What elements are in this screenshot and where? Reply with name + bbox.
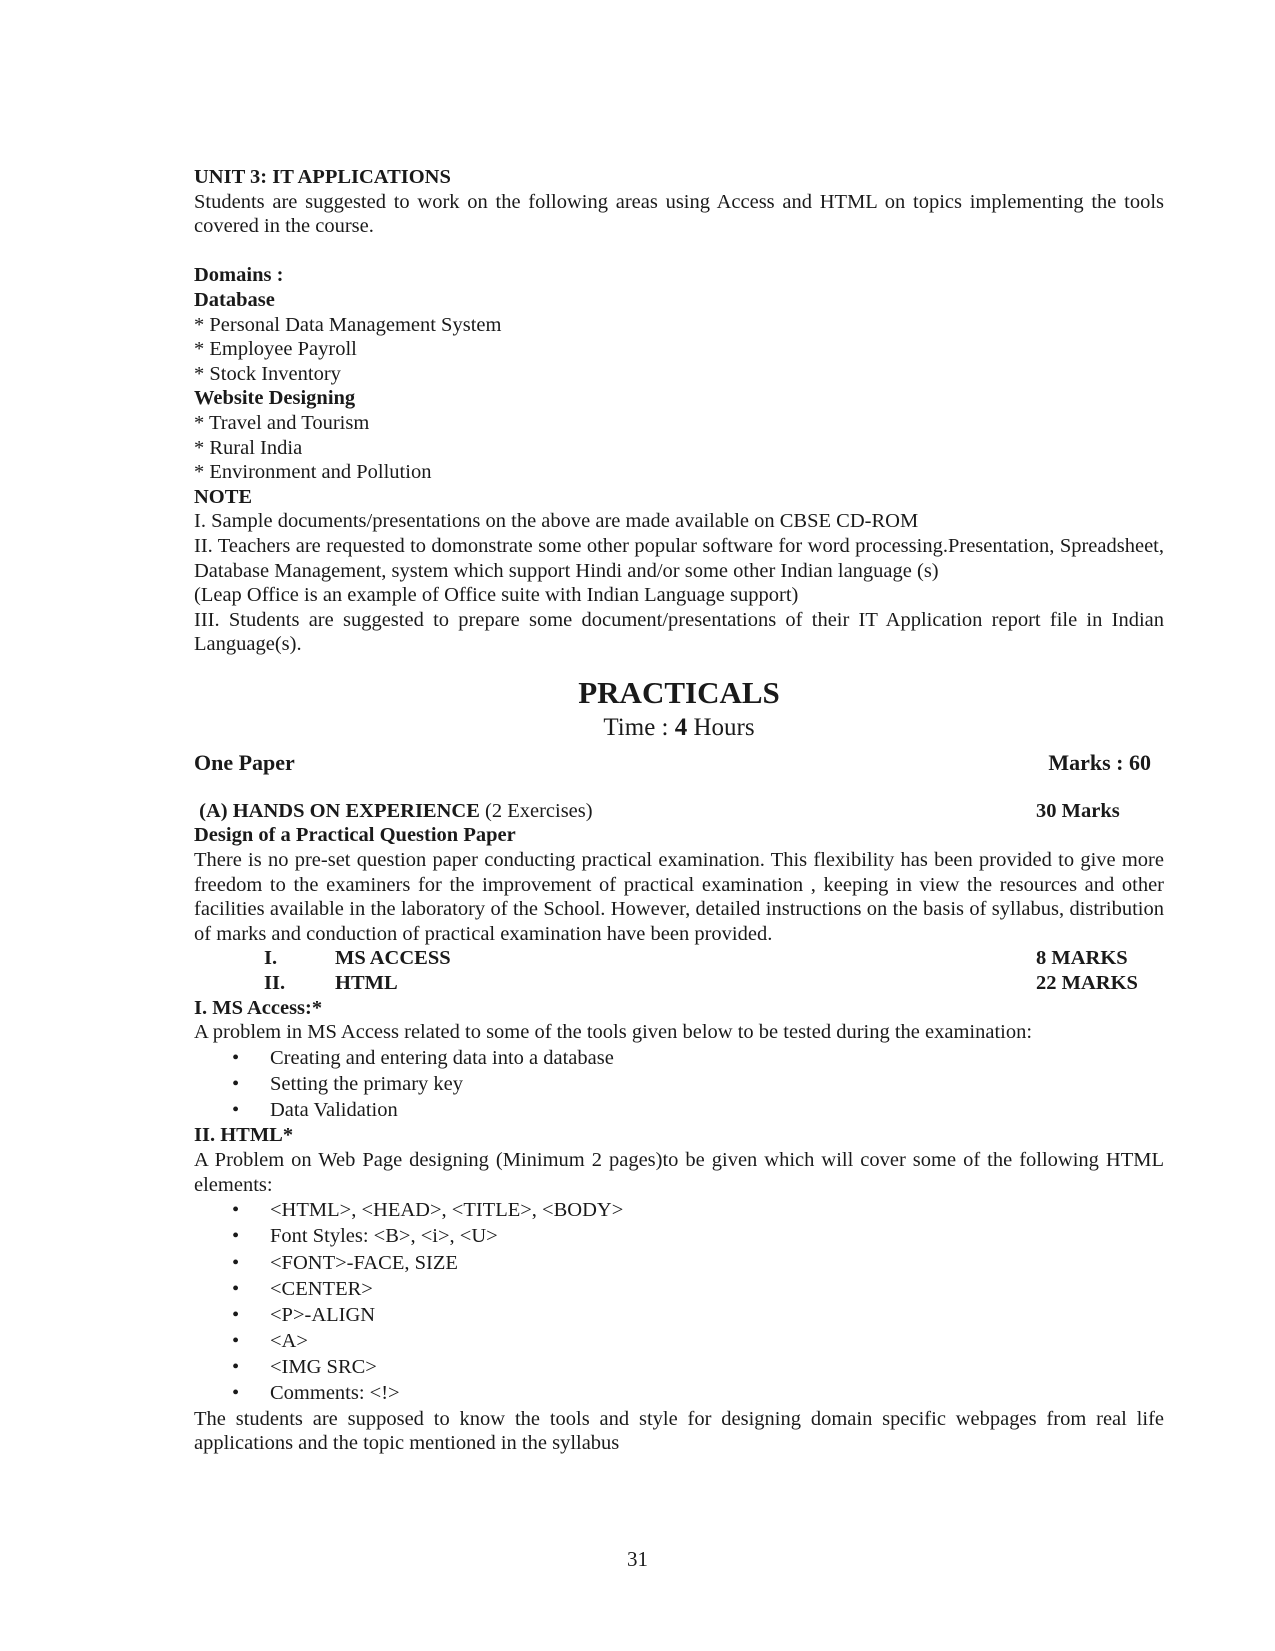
document-page (194, 165, 1164, 1456)
access-list (194, 1045, 1164, 1124)
website-label: Website Designing (194, 387, 356, 410)
tool-row (194, 971, 1164, 996)
unit-intro: Students are suggested to work on the following areas using Access and HTML on topics implementing the tools covered in the course. (194, 190, 1164, 238)
database-item: * Stock Inventory (194, 362, 341, 385)
list-item: • Data Validation (194, 1097, 1164, 1123)
time-prefix: Time : (603, 713, 675, 741)
note-2: II. Teachers are requested to domonstrate some other popular software for word processing.Presentation, Spreadsheet, Database Management, system which support Hindi and/or some other Indian language (s) (194, 534, 1164, 582)
bullet-icon: • (232, 1330, 240, 1353)
database-item: * Employee Payroll (194, 338, 357, 361)
html-list (194, 1197, 1164, 1407)
list-item: • Creating and entering data into a database (194, 1045, 1164, 1071)
time-value: 4 (674, 713, 688, 741)
list-item: • <A> (194, 1328, 1164, 1354)
tool-name: HTML (335, 972, 398, 995)
database-label: Database (194, 288, 275, 311)
bullet-icon: • (232, 1046, 240, 1069)
section-a-marks: 30 Marks (1036, 799, 1120, 822)
website-item: * Rural India (194, 436, 303, 459)
bullet-icon: • (232, 1356, 240, 1379)
tool-marks: 8 MARKS (1036, 947, 1128, 970)
page-number: 31 (627, 1547, 648, 1571)
note-2b: (Leap Office is an example of Office suite with Indian Language support) (194, 584, 799, 607)
tool-row (194, 946, 1164, 971)
practicals-title: PRACTICALS (578, 674, 780, 710)
bullet-icon: • (232, 1225, 240, 1248)
tool-num: II. (264, 972, 286, 995)
section-a-sub: (2 Exercises) (479, 799, 593, 822)
tool-name: MS ACCESS (335, 947, 451, 970)
section-a-row (194, 799, 1164, 824)
domains-label: Domains : (194, 264, 284, 287)
closing-text: The students are supposed to know the tools and style for designing domain specific webpages from real life applications and the topic mentioned in the syllabus (194, 1407, 1164, 1455)
list-item: • <CENTER> (194, 1276, 1164, 1302)
list-item: • Font Styles: <B>, <i>, <U> (194, 1223, 1164, 1249)
bullet-icon: • (232, 1099, 240, 1122)
bullet-icon: • (232, 1277, 240, 1300)
section-a-title: (A) HANDS ON EXPERIENCE (199, 799, 480, 822)
bullet-icon: • (232, 1303, 240, 1326)
design-text: There is no pre-set question paper conducting practical examination. This flexibility has been provided to give more freedom to the examiners for the improvement of practical examination , keeping in view the resources and other facilities available in the laboratory of the School. However, detailed instructions on the basis of syllabus, distribution of marks and conduction of practical examination have been provided. (194, 849, 1164, 945)
list-item: • Comments: <!> (194, 1380, 1164, 1406)
paper-label: One Paper (194, 749, 295, 775)
list-item: • <P>-ALIGN (194, 1302, 1164, 1328)
tool-num: I. (264, 947, 278, 970)
note-3: III. Students are suggested to prepare some document/presentations of their IT Application report file in Indian Language(s). (194, 608, 1164, 656)
access-text: A problem in MS Access related to some of the tools given below to be tested during the examination: (194, 1021, 1033, 1044)
design-heading: Design of a Practical Question Paper (194, 824, 516, 847)
total-marks: Marks : 60 (1048, 749, 1151, 775)
note-1: I. Sample documents/presentations on the above are made available on CBSE CD-ROM (194, 510, 919, 533)
list-item: • <IMG SRC> (194, 1354, 1164, 1380)
bullet-icon: • (232, 1199, 240, 1222)
database-item: * Personal Data Management System (194, 313, 502, 336)
list-item: • <HTML>, <HEAD>, <TITLE>, <BODY> (194, 1197, 1164, 1223)
website-item: * Travel and Tourism (194, 411, 370, 434)
access-heading: I. MS Access:* (194, 996, 323, 1019)
time-suffix: Hours (687, 713, 755, 741)
list-item: • <FONT>-FACE, SIZE (194, 1250, 1164, 1276)
bullet-icon: • (232, 1073, 240, 1095)
html-text: A Problem on Web Page designing (Minimum 2 pages)to be given which will cover some of the following HTML elements: (194, 1148, 1164, 1196)
html-heading: II. HTML* (194, 1124, 294, 1147)
bullet-icon: • (232, 1251, 240, 1274)
website-item: * Environment and Pollution (194, 461, 432, 484)
list-item: • Setting the primary key (194, 1071, 1164, 1097)
paper-row (194, 745, 1164, 781)
bullet-icon: • (232, 1382, 240, 1405)
tool-marks: 22 MARKS (1036, 972, 1138, 995)
time-line (194, 711, 1164, 745)
unit-heading: UNIT 3: IT APPLICATIONS (194, 166, 451, 188)
note-label: NOTE (194, 485, 253, 508)
